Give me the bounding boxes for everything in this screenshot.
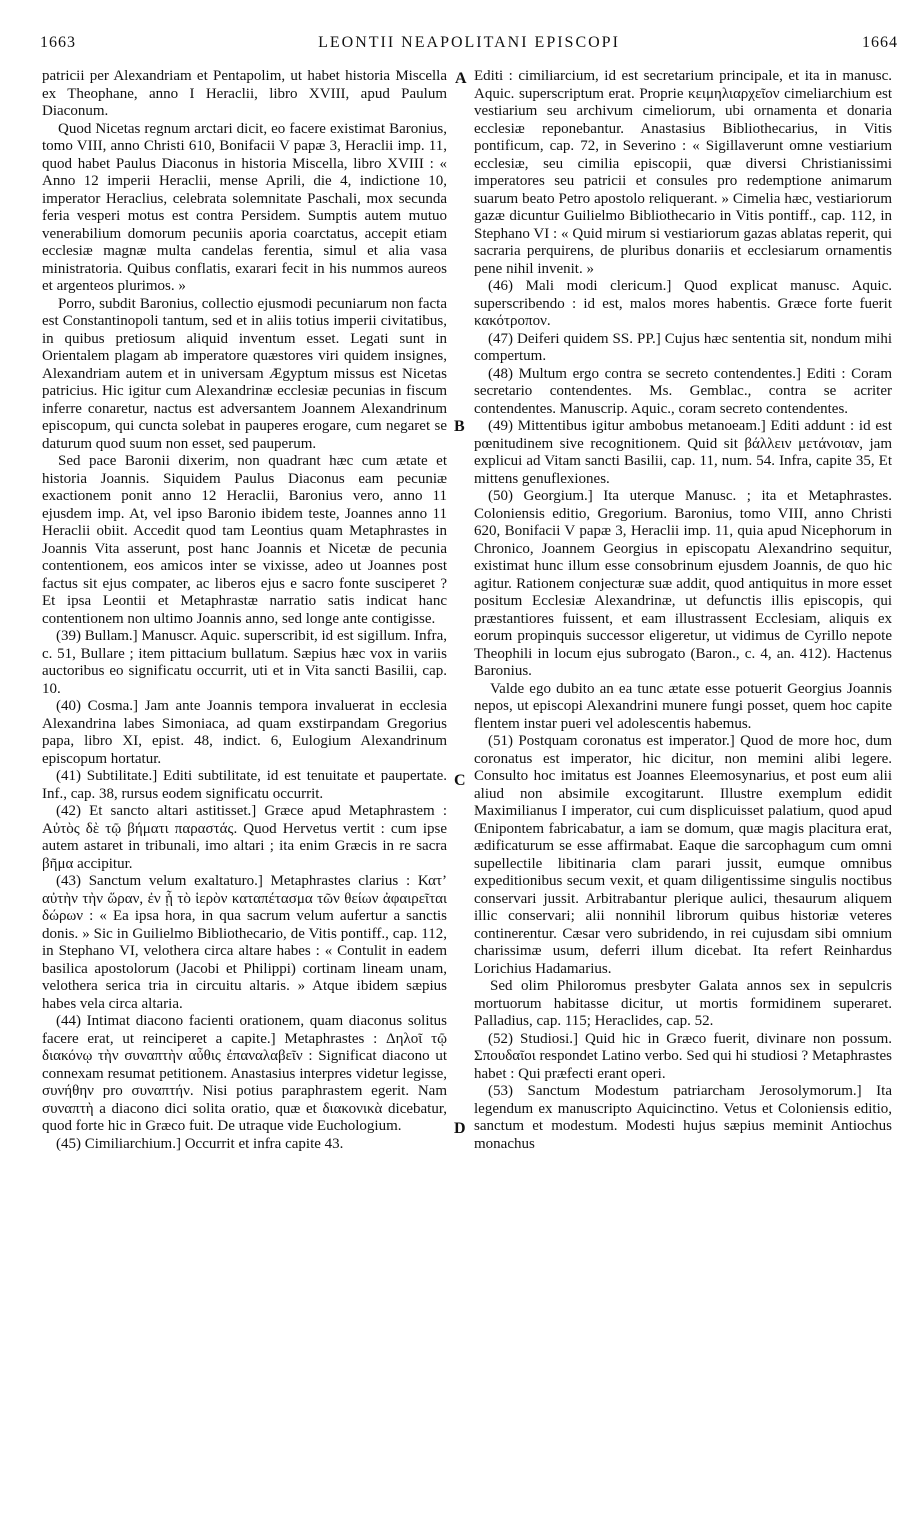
running-title: LEONTII NEAPOLITANI EPISCOPI bbox=[318, 34, 620, 51]
footnote: (39) Bullam.] Manuscr. Aquic. superscribit, id est sigillum. Infra, c. 51, Bullare ; item pittacium bullatum. Sæpius hæc vox in variis auctoribus eo significatu occurrit, uti et in Vita sancti Basilii, cap. 10. bbox=[42, 628, 447, 697]
paragraph: Quod Nicetas regnum arctari dicit, eo facere existimat Baronius, tomo VIII, anno Christi 610, Bonifacii V papæ 3, Heraclii imp. 11, quod habet Paulus Diaconus in historia Miscella, libro XVIII : « Anno 12 imperii Heraclii, mense Aprili, die 4, indictione 10, imperator Heraclius, celebrata solemnitate Paschali, mox secunda feria vesperi motus est contra Persidem. Sumptis autem mutuo venerabilium domorum pecuniis aporia coarctatus, accepit etiam ecclesiæ magnæ multa candelas ferentia, simul et alia vasa ministratoria. Quibus conflatis, exarari fecit in his nummos aureos et argenteos plurimos. » bbox=[42, 120, 447, 294]
footnote: (53) Sanctum Modestum patriarcham Jerosolymorum.] Ita legendum ex manuscripto Aquicinctino. Vetus et Coloniensis editio, sanctum et modestum. Modesti hujus sæpius meminit Antiochus monachus bbox=[474, 1083, 892, 1152]
page-header bbox=[40, 34, 898, 58]
paragraph: Editi : cimiliarcium, id est secretarium principale, et ita in manusc. Aquic. superscriptum erat. Proprie κειμηλιαρχεῖον cimeliarchium est vestiarium seu archivum cimeliorum, ubi ornamenta et donaria ecclesiæ reponebantur. Anastasius Bibliothecarius, in Vitis pontificum, cap. 72, in Severino : « Sigillaverunt omne vestiarium ecclesiæ, seu cimilia episcopii, quæ diversi Christianissimi imperatores seu patricii et consules pro redemptione animarum suarum beato Petro apostolo reliquerant. » Cimelia hæc, vestiariorum gazæ dicuntur Guilielmo Bibliothecario in Vitis pontiff., cap. 112, in Stephano VI : « Quid mirum si vestiariorum gazas ablatas reperit, qui sacraria perquirens, de pluribus donariis et ecclesiarum ornamentis pene nihil invenit. » bbox=[474, 68, 892, 277]
footnote: (46) Mali modi clericum.] Quod explicat manusc. Aquic. superscribendo : id est, malos mores habentis. Græce forte fuerit κακότροπον. bbox=[474, 278, 892, 329]
left-column bbox=[42, 68, 447, 1153]
section-marker-b: B bbox=[454, 418, 465, 435]
paragraph: Valde ego dubito an ea tunc ætate esse potuerit Georgius Joannis nepos, ut episcopi Alexandrini munere fungi posset, quem hoc capite flentem instar pueri vel adolescentis habemus. bbox=[474, 680, 892, 732]
footnote: (52) Studiosi.] Quid hic in Græco fuerit, divinare non possum. Σπουδαῖοι respondet Latino verbo. Sed qui hi studiosi ? Metaphrastes habet : Qui præfecti erant operi. bbox=[474, 1030, 892, 1082]
section-marker-d: D bbox=[454, 1120, 466, 1137]
footnote: (48) Multum ergo contra se secreto contendentes.] Editi : Coram secretario contendentes. Ms. Gemblac., contra se acriter contendentes. Manuscrip. Aquic., coram secreto contendentes. bbox=[474, 365, 892, 417]
page-number-right: 1664 bbox=[862, 34, 898, 51]
paragraph: Sed olim Philoromus presbyter Galata annos sex in sepulcris mortuorum habitasse dicitur, ut mortis formidinem superaret. Palladius, cap. 115; Heraclides, cap. 52. bbox=[474, 978, 892, 1029]
footnote: (45) Cimiliarchium.] Occurrit et infra capite 43. bbox=[56, 1135, 344, 1152]
right-column bbox=[474, 68, 892, 1153]
paragraph: Sed pace Baronii dixerim, non quadrant hæc cum ætate et historia Joannis. Siquidem Paulus Diaconus eam pecuniæ exactionem ponit anno 12 Heraclii, Baronius vero, anno 11 ejusdem imp. At, vel ipso Baronio ibidem teste, Joannes anno 11 Heraclii obiit. Accedit quod tam Leontius quam Metaphrastes in Joannis Vita asserunt, post hanc Joannis et Nicetæ de pecunia contentionem, eos amicos inter se vixisse, adeo ut Joannes post factus sit ejus compater, ac liberos ejus e sacro fonte susciperet ? Et ipsa Leontii et Metaphrastæ narratio satis indicat hanc contentionem non ultimo Joannis anno, sed longe ante contigisse. bbox=[42, 453, 447, 627]
paragraph: Porro, subdit Baronius, collectio ejusmodi pecuniarum non facta est Constantinopoli tantum, sed et in aliis totius imperii civitatibus, in quibus pretiosum aliquid inventum esset. Legati sunt in Orientalem plagam ab imperatore quæstores viri quidem insignes, Alexandriam autem et in universam Ægyptum missus est Nicetas patricius. Hic igitur cum Alexandrinæ ecclesiæ pecunias in fiscum inferre conaretur, nactus est adversantem Joannem Alexandrinum episcopum, qui cuncta solebat in pauperes erogare, cum negaret se daturum quod suum non esset, sed pauperum. bbox=[42, 295, 447, 452]
footnote: (41) Subtilitate.] Editi subtilitate, id est tenuitate et paupertate. Inf., cap. 38, rursus eodem significatu occurrit. bbox=[42, 768, 447, 802]
page-number-left: 1663 bbox=[40, 34, 76, 51]
footnote: (51) Postquam coronatus est imperator.] Quod de more hoc, dum coronatus est imperator, hic dicitur, non memini alibi legere. Consulto hoc imitatus est Joannes Eleemosynarius, et post eum alii aliud non absimile excogitarunt. Illustre exemplum edidit Maximilianus I imperator, cui cum displicuisset palatium, quod apud Œnipontem fabricabatur, a iam se domum, quæ magis placitura erat, ædificaturum se esse affirmabat. Eaque die sarcophagum cum omni supellectile libitinaria clam parari jussit, eumque omnibus expeditionibus secum vexit, et quam diligentissime singulis noctibus conservari jussit. Arbitrabantur plerique aulici, thesaurum aliquem illic conservari; alii nonnihil librorum quibus historiæ veteres continerentur. Cæsar vero subridendo, in rei cujusdam sibi omnium charissimæ usum, deferri illum dicebat. Ita refert Reinhardus Lorichius Hadamarius. bbox=[474, 733, 892, 977]
footnote: (50) Georgium.] Ita uterque Manusc. ; ita et Metaphrastes. Coloniensis editio, Gregorium. Baronius, tomo VIII, anno Christi 620, Bonifacii V papæ 3, Heraclii imp. 11, quia apud Nicephorum in Chronico, Joannem Georgius in episcopatu Alexandrino sequitur, existimat hunc illum esse consobrinum ejusdem Joannis, de quo hic agitur. Rationem conjecturæ suæ addit, quod antiquitus in more esset positum Ecclesiæ Alexandrinæ, ut defunctis illis episcopis, qui præstantiores fuissent, et eam illustrassent Ecclesiam, aliquis ex eorum propinquis successor eligeretur, ut vidimus de Cyrillo nepote Theophili in locum ejus subrogato (Baron., c. 4, an. 412). Hactenus Baronius. bbox=[474, 488, 892, 679]
footnote: (44) Intimat diacono facienti orationem, quam diaconus solitus facere erat, ut reinciperet a capite.] Metaphrastes : Δηλοῖ τῷ διακόνῳ τὴν συναπτὴν αὖθις ἐπαναλαβεῖν : Significat diacono ut connexam resumat petitionem. Anastasius interpres videtur legisse, συνήθην pro συναπτήν. Nisi potius paraphrastem egerit. Nam συναπτὴ a diacono dici solita oratio, quæ et διακονικὰ dicebatur, quod forte hic in Græco fuit. De utraque vide Euchologium. bbox=[42, 1013, 447, 1134]
footnote: (40) Cosma.] Jam ante Joannis tempora invaluerat in ecclesia Alexandrina labes Simoniaca, ad quam exstirpandam Gregorius papa, libro XI, epist. 48, indict. 6, Eulogium Alexandrinum episcopum hortatur. bbox=[42, 698, 447, 767]
footnote: (42) Et sancto altari astitisset.] Græce apud Metaphrastem : Αὐτὸς δὲ τῷ βήματι παραστάς. Quod Hervetus vertit : cum ipse autem astaret in tribunali, imo altari ; ita enim Græcis in re sacra βῆμα accipitur. bbox=[42, 803, 447, 872]
footnote: (43) Sanctum velum exaltaturo.] Metaphrastes clarius : Κατ’ αὐτὴν τὴν ὥραν, ἐν ᾗ τὸ ἱερὸν καταπέτασμα τῶν θείων ἀφαιρεῖται δώρων : « Ea ipsa hora, in qua sacrum velum aufertur a sanctis donis. » Sic in Guilielmo Bibliothecario, de Vitis pontiff., cap. 112, in Stephano VI, velothera circa altare habes : « Contulit in eadem basilica apostolorum (Jacobi et Philippi) cortinam lineam unam, velothera serica tria in circuitu altaris. » Atque ibidem sæpius habes vela circa altaria. bbox=[42, 873, 447, 1012]
section-marker-c: C bbox=[454, 772, 466, 789]
paragraph: patricii per Alexandriam et Pentapolim, ut habet historia Miscella ex Theophane, anno I Heraclii, libro XVIII, apud Paulum Diaconum. bbox=[42, 68, 447, 119]
section-marker-a: A bbox=[455, 70, 467, 87]
footnote: (49) Mittentibus igitur ambobus metanoeam.] Editi addunt : id est pœnitudinem sive recognitionem. Quid sit βάλλειν μετάνοιαν, jam explicui ad Vitam sancti Basilii, cap. 11, num. 54. Infra, capite 35, Et mittens genuflexiones. bbox=[474, 418, 892, 487]
footnote: (47) Deiferi quidem SS. PP.] Cujus hæc sententia sit, nondum mihi compertum. bbox=[474, 330, 892, 364]
